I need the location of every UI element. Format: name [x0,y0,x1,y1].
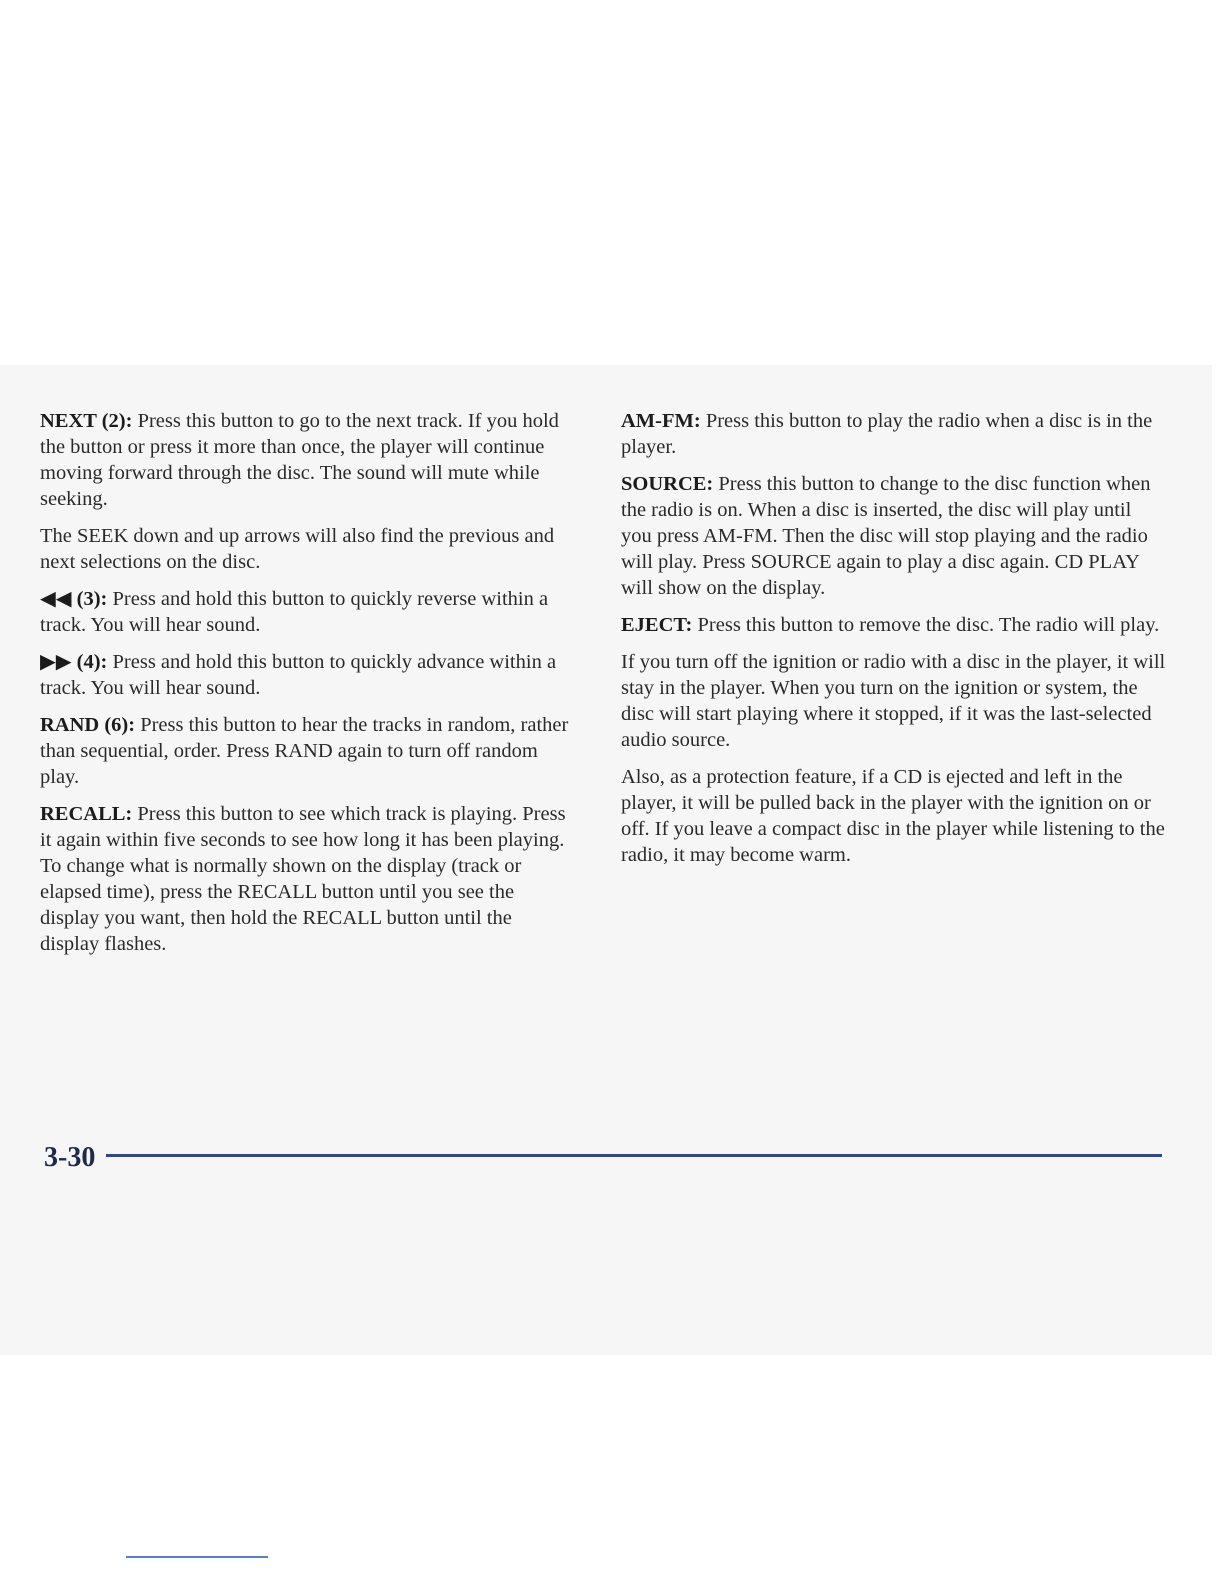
text-recall: Press this button to see which track is playing. Press it again within five seconds to see how long it has been playing. To change what is normally shown on the display (track or elapsed time), press the RECALL button until you see the display you want, then hold the RECALL button until the display flashes. [40,803,566,955]
term-advance: ▶▶ (4): [40,651,108,673]
page-number: 3-30 [44,1142,96,1173]
term-source: SOURCE: [621,473,714,495]
term-rand: RAND (6): [40,714,136,736]
paragraph-ignition [621,649,1166,753]
right-column [621,408,1166,879]
paragraph-next [40,408,570,512]
paragraph-rand [40,712,570,790]
paragraph-reverse [40,586,570,638]
term-reverse: ◀◀ (3): [40,588,108,610]
paragraph-recall [40,801,570,957]
paragraph-am-fm [621,408,1166,460]
text-eject: Press this button to remove the disc. The radio will play. [697,614,1160,636]
text-source: Press this button to change to the disc function when the radio is on. When a disc is inserted, the disc will play until you press AM-FM. Then the disc will stop playing and the radio will play. Press SOURCE again to play a disc again. CD PLAY will show on the display. [621,473,1151,599]
text-protection: Also, as a protection feature, if a CD is ejected and left in the player, it will be pulled back in the player with the ignition on or off. If you leave a compact disc in the player while listening to the radio, it may become warm. [621,766,1165,866]
bottom-rule [126,1556,268,1558]
text-advance: Press and hold this button to quickly advance within a track. You will hear sound. [40,651,557,699]
text-ignition: If you turn off the ignition or radio with a disc in the player, it will stay in the player. When you turn on the ignition or system, the disc will start playing where it stopped, if it was the last-selected audio source. [621,651,1166,751]
left-column [40,408,570,968]
term-recall: RECALL: [40,803,133,825]
term-next: NEXT (2): [40,410,133,432]
term-eject: EJECT: [621,614,693,636]
paragraph-advance [40,649,570,701]
paragraph-seek [40,523,570,575]
text-next: Press this button to go to the next track. If you hold the button or press it more than once, the player will continue moving forward through the disc. The sound will mute while seeking. [40,410,559,510]
term-am-fm: AM-FM: [621,410,701,432]
text-reverse: Press and hold this button to quickly reverse within a track. You will hear sound. [40,588,549,636]
page-footer [44,1140,1162,1176]
paragraph-protection [621,764,1166,868]
paragraph-source [621,471,1166,601]
text-am-fm: Press this button to play the radio when a disc is in the player. [621,410,1153,458]
paragraph-eject [621,612,1166,638]
text-rand: Press this button to hear the tracks in random, rather than sequential, order. Press RAND again to turn off random play. [40,714,569,788]
footer-rule [106,1154,1162,1157]
text-seek: The SEEK down and up arrows will also find the previous and next selections on the disc. [40,525,555,573]
